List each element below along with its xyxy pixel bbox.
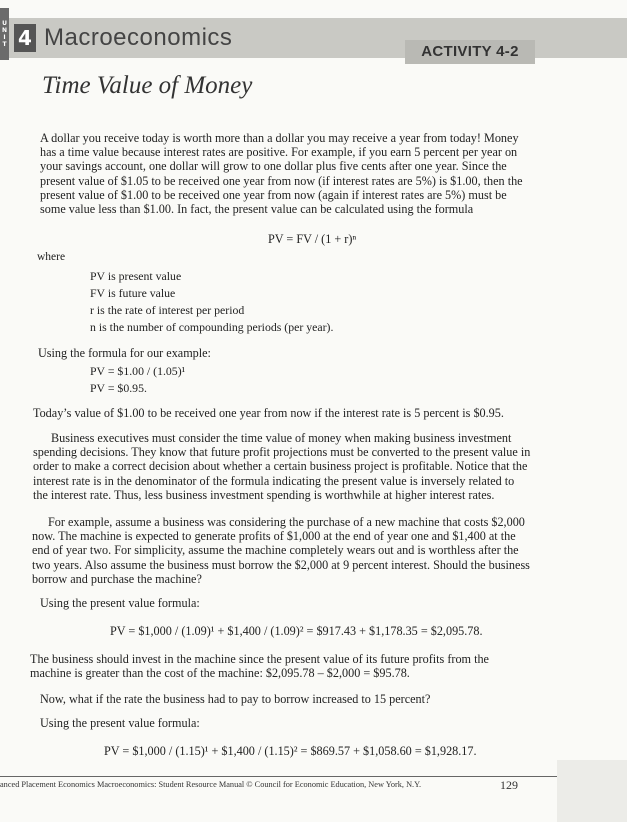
using-pv-formula-2: Using the present value formula: (40, 716, 200, 730)
footer-source: anced Placement Economics Macroeconomics: Student Resource Manual © Council for Economic Education, New York, N.Y. (0, 780, 422, 789)
todays-value-statement: Today’s value of $1.00 to be received one year from now if the interest rate is 5 percent is $0.95. (33, 406, 504, 420)
definition-item: r is the rate of interest per period (90, 303, 245, 317)
page-title: Time Value of Money (42, 72, 253, 99)
footer-rule (0, 776, 557, 777)
activity-label: ACTIVITY 4-2 (405, 40, 535, 64)
page-number: 129 (500, 778, 518, 792)
page-edge-shade (557, 760, 627, 822)
using-pv-formula-1: Using the present value formula: (40, 596, 200, 610)
definition-list (90, 268, 333, 336)
unit-number: 4 (14, 24, 36, 52)
invest-conclusion: The business should invest in the machine since the present value of its future profits from the machine is greater than the cost of the machine: $2,095.78 – $2,000 = $95.78. (30, 652, 489, 681)
definition-item: PV is present value (90, 269, 182, 283)
example-formula-1: PV = $1.00 / (1.05)¹ (90, 364, 186, 378)
unit-letter: U (2, 20, 7, 27)
example-formula-2: PV = $0.95. (90, 381, 147, 395)
using-formula-example: Using the formula for our example: (38, 346, 211, 360)
main-formula: PV = FV / (1 + r)ⁿ (268, 232, 357, 246)
definition-item: n is the number of compounding periods (per year). (90, 320, 334, 334)
unit-letter: I (3, 34, 6, 41)
unit-letter: T (2, 41, 7, 48)
unit-tab (0, 8, 9, 60)
unit-letter: N (1, 27, 8, 34)
calc-9-percent: PV = $1,000 / (1.09)¹ + $1,400 / (1.09)² = $917.43 + $1,178.35 = $2,095.78. (110, 624, 483, 638)
business-paragraph: Business executives must consider the time value of money when making business investment spending decisions. They know that future profit projections must be converted to the present value in order to make a correct decision about whether a certain business project is profitable. Notice that the interest rate is in the denominator of the formula indicating the present value is inversely related to the interest rate. Thus, less business investment spending is worthwhile at higher interest rates. (33, 431, 531, 502)
section-title: Macroeconomics (44, 24, 233, 51)
rate-question: Now, what if the rate the business had to pay to borrow increased to 15 percent? (40, 692, 431, 706)
machine-paragraph: For example, assume a business was considering the purchase of a new machine that costs $2,000 now. The machine is expected to generate profits of $1,000 at the end of year one and $1,400 at the end of year two. For simplicity, assume the machine completely wears out and is worthless after the two years. Also assume the business must borrow the $2,000 at 9 percent interest. Should the business borrow and purchase the machine? (32, 515, 530, 586)
calc-15-percent: PV = $1,000 / (1.15)¹ + $1,400 / (1.15)² = $869.57 + $1,058.60 = $1,928.17. (104, 744, 477, 758)
intro-paragraph: A dollar you receive today is worth more than a dollar you may receive a year from today! Money has a time value because interest rates are positive. For example, if you earn 5 percent per year on your savings account, one dollar will grow to one dollar plus five cents after one year. Since the present value of $1.05 to be received one year from now (if interest rates are 5%) is $1.00, then the present value of $1.00 to be received one year from now (again if interest rates are 5%) must be some value less than $1.00. In fact, the present value can be calculated using the formula (40, 131, 523, 217)
where-label: where (37, 251, 66, 263)
definition-item: FV is future value (90, 286, 176, 300)
